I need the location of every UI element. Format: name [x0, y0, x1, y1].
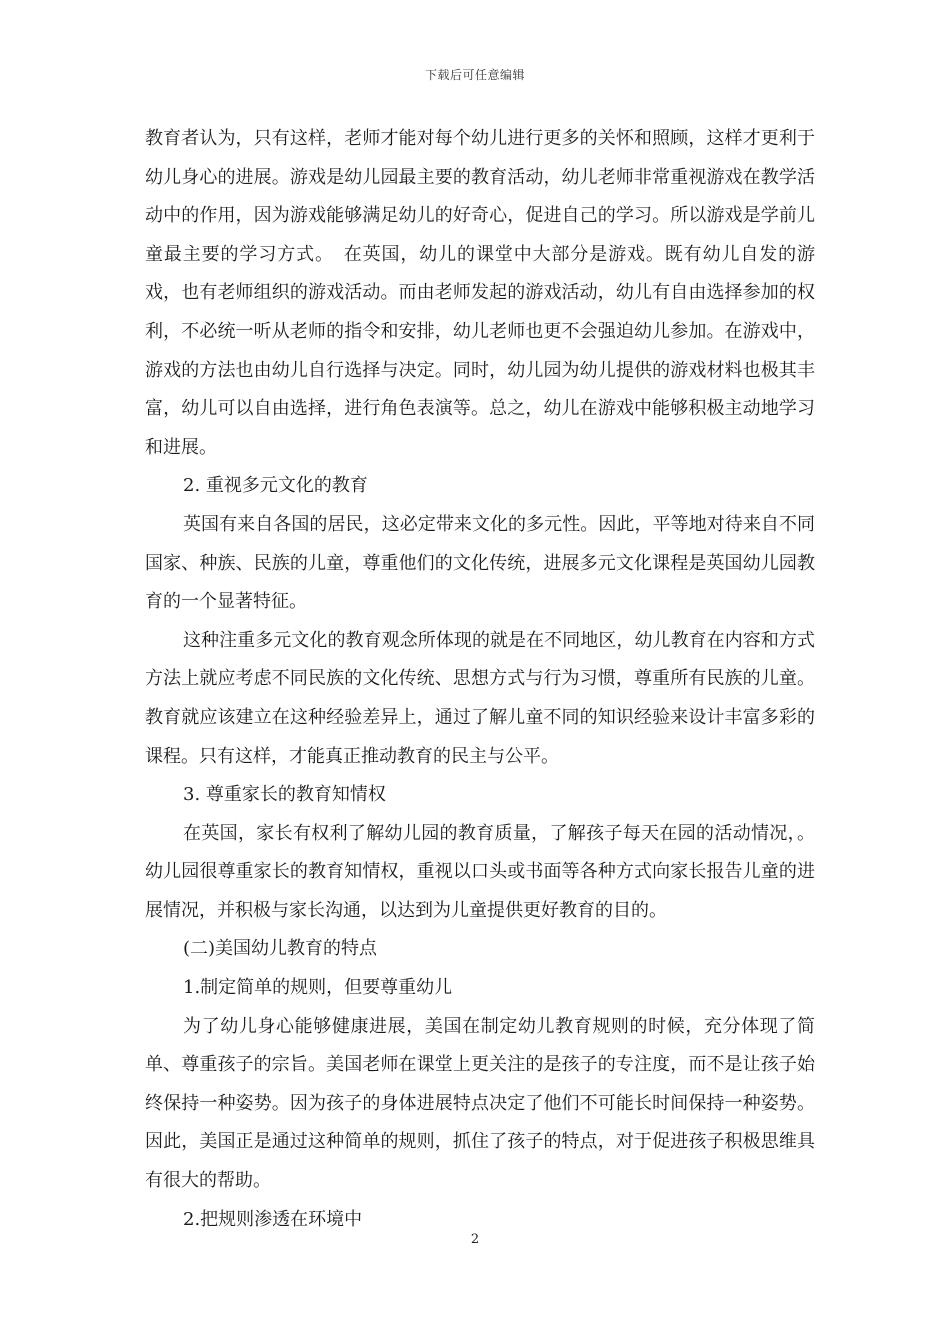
page-number: 2 — [470, 1232, 480, 1247]
section-heading: 2. 重视多元文化的教育 — [183, 475, 368, 497]
section-heading: 1.制定简单的规则，但要尊重幼儿 — [183, 977, 453, 999]
body-paragraph: 为了幼儿身心能够健康进展，美国在制定幼儿教育规则的时候，充分体现了简单、尊重孩子的宗旨。美国老师在课堂上更关注的是孩子的专注度，而不是让孩子始终保持一种姿势。因为孩子的身体进展特点决定了他们不可能长时间保持一种姿势。因此，美国正是通过这种简单的规则，抓住了孩子的特点，对于促进孩子积极思维具有很大的帮助。 — [145, 1015, 815, 1192]
document-body — [145, 120, 815, 1239]
page-header: 下载后可任意编辑 — [424, 68, 525, 82]
section-heading: 3. 尊重家长的教育知情权 — [183, 784, 386, 806]
body-paragraph: 教育者认为，只有这样，老师才能对每个幼儿进行更多的关怀和照顾，这样才更利于幼儿身心的进展。游戏是幼儿园最主要的教育活动，幼儿老师非常重视游戏在教学活动中的作用，因为游戏能够满足幼儿的好奇心，促进自己的学习。所以游戏是学前儿童最主要的学习方式。 在英国，幼儿的课堂中大部分是游戏。既有幼儿自发的游戏，也有老师组织的游戏活动。而由老师发起的游戏活动，幼儿有自由选择参加的权利，不必统一听从老师的指令和安排，幼儿老师也更不会强迫幼儿参加。在游戏中，游戏的方法也由幼儿自行选择与决定。同时，幼儿园为幼儿提供的游戏材料也极其丰富，幼儿可以自由选择，进行角色表演等。总之，幼儿在游戏中能够积极主动地学习和进展。 — [145, 128, 815, 458]
body-paragraph: 英国有来自各国的居民，这必定带来文化的多元性。因此，平等地对待来自不同国家、种族、民族的儿童，尊重他们的文化传统，进展多元文化课程是英国幼儿园教育的一个显著特征。 — [145, 513, 815, 613]
section-heading: 2.把规则渗透在环境中 — [183, 1208, 363, 1230]
body-paragraph: 在英国，家长有权利了解幼儿园的教育质量，了解孩子每天在园的活动情况，。幼儿园很尊重家长的教育知情权，重视以口头或书面等各种方式向家长报告儿童的进展情况，并积极与家长沟通，以达到为儿童提供更好教育的目的。 — [145, 822, 815, 921]
section-heading: (二)美国幼儿教育的特点 — [183, 938, 378, 960]
body-paragraph: 这种注重多元文化的教育观念所体现的就是在不同地区，幼儿教育在内容和方式方法上就应考虑不同民族的文化传统、思想方式与行为习惯，尊重所有民族的儿童。教育就应该建立在这种经验差异上，通过了解儿童不同的知识经验来设计丰富多彩的课程。只有这样，才能真正推动教育的民主与公平。 — [145, 629, 815, 767]
